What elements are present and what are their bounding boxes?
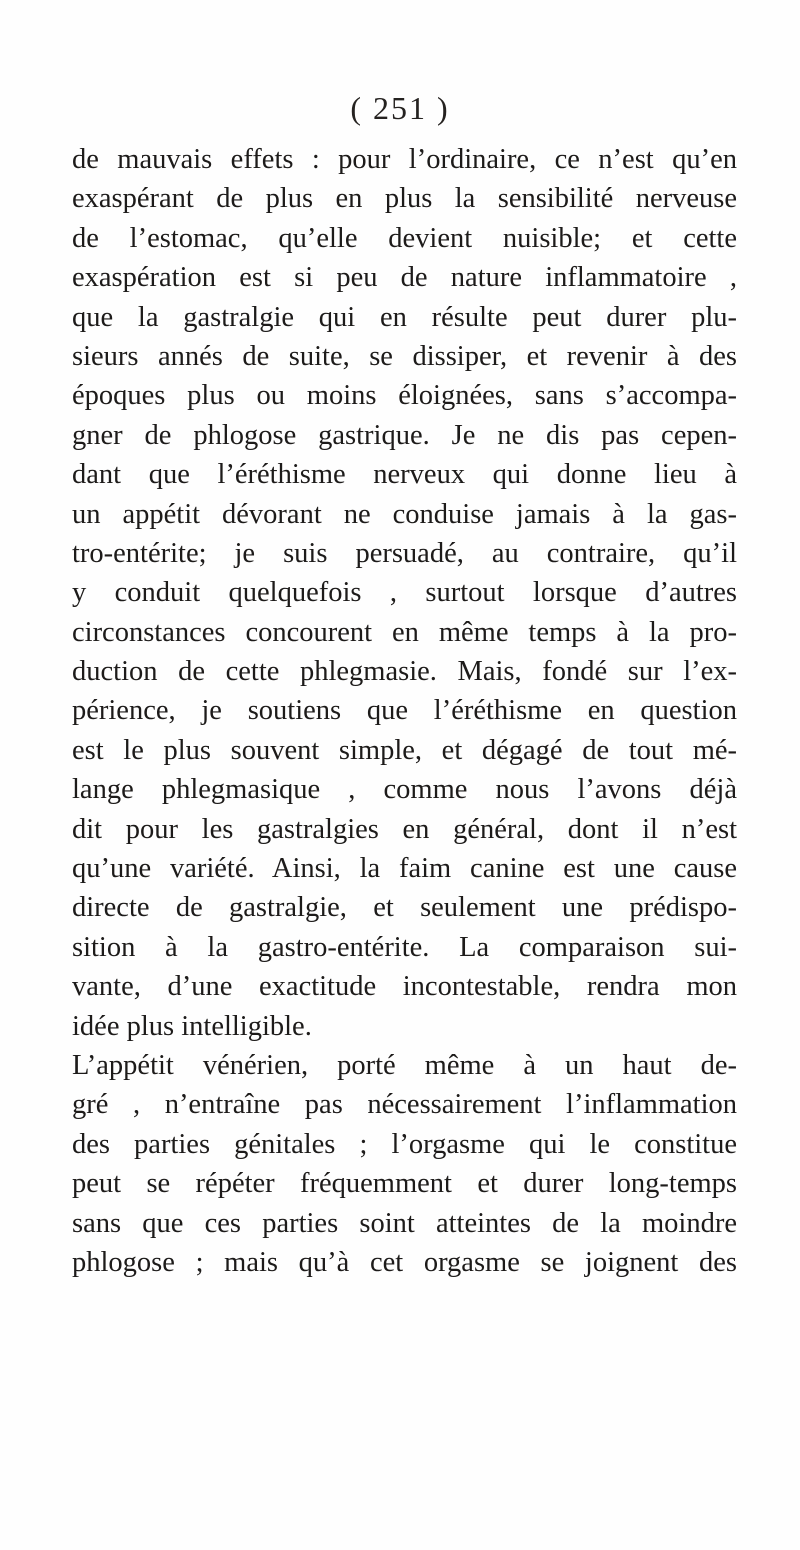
text-line: qu’une variété. Ainsi, la faim canine est une cause [72, 853, 737, 885]
text-line: sans que ces parties soint atteintes de la moindre [72, 1207, 737, 1239]
text-line: peut se répéter fréquemment et durer long-temps [72, 1168, 737, 1200]
text-line: directe de gastralgie, et seulement une prédispo- [72, 892, 737, 924]
text-line: L’appétit vénérien, porté même à un haut de- [72, 1049, 737, 1081]
text-line: exaspération est si peu de nature inflammatoire , [72, 262, 737, 294]
text-line: dit pour les gastralgies en général, dont il n’est [72, 813, 737, 845]
text-line: périence, je soutiens que l’éréthisme en question [72, 695, 737, 727]
text-line: exaspérant de plus en plus la sensibilité nerveuse [72, 183, 737, 215]
text-line: des parties génitales ; l’orgasme qui le constitue [72, 1128, 737, 1160]
body-text [72, 140, 737, 1282]
text-line: lange phlegmasique , comme nous l’avons déjà [72, 774, 737, 806]
text-line: gré , n’entraîne pas nécessairement l’inflammation [72, 1089, 737, 1121]
text-line: vante, d’une exactitude incontestable, rendra mon [72, 971, 737, 1003]
page-number: ( 251 ) [350, 90, 450, 126]
text-line: de mauvais effets : pour l’ordinaire, ce n’est qu’en [72, 144, 737, 175]
text-line: y conduit quelquefois , surtout lorsque d’autres [72, 577, 737, 609]
text-line: duction de cette phlegmasie. Mais, fondé sur l’ex- [72, 656, 737, 688]
text-line: époques plus ou moins éloignées, sans s’accompa- [72, 380, 737, 412]
text-line: dant que l’éréthisme nerveux qui donne lieu à [72, 459, 737, 491]
text-line: est le plus souvent simple, et dégagé de tout mé- [72, 734, 737, 766]
text-line: circonstances concourent en même temps à la pro- [72, 616, 737, 648]
text-line: phlogose ; mais qu’à cet orgasme se joignent des [72, 1246, 737, 1278]
text-line: gner de phlogose gastrique. Je ne dis pas cepen- [72, 419, 737, 451]
text-line: idée plus intelligible. [72, 1010, 312, 1042]
text-line: sition à la gastro-entérite. La comparaison sui- [72, 931, 737, 963]
text-line: un appétit dévorant ne conduise jamais à la gas- [72, 498, 737, 530]
text-line: que la gastralgie qui en résulte peut durer plu- [72, 301, 737, 333]
text-line: tro-entérite; je suis persuadé, au contraire, qu’il [72, 537, 737, 569]
text-line: sieurs annés de suite, se dissiper, et revenir à des [72, 340, 737, 372]
text-line: de l’estomac, qu’elle devient nuisible; et cette [72, 222, 737, 254]
